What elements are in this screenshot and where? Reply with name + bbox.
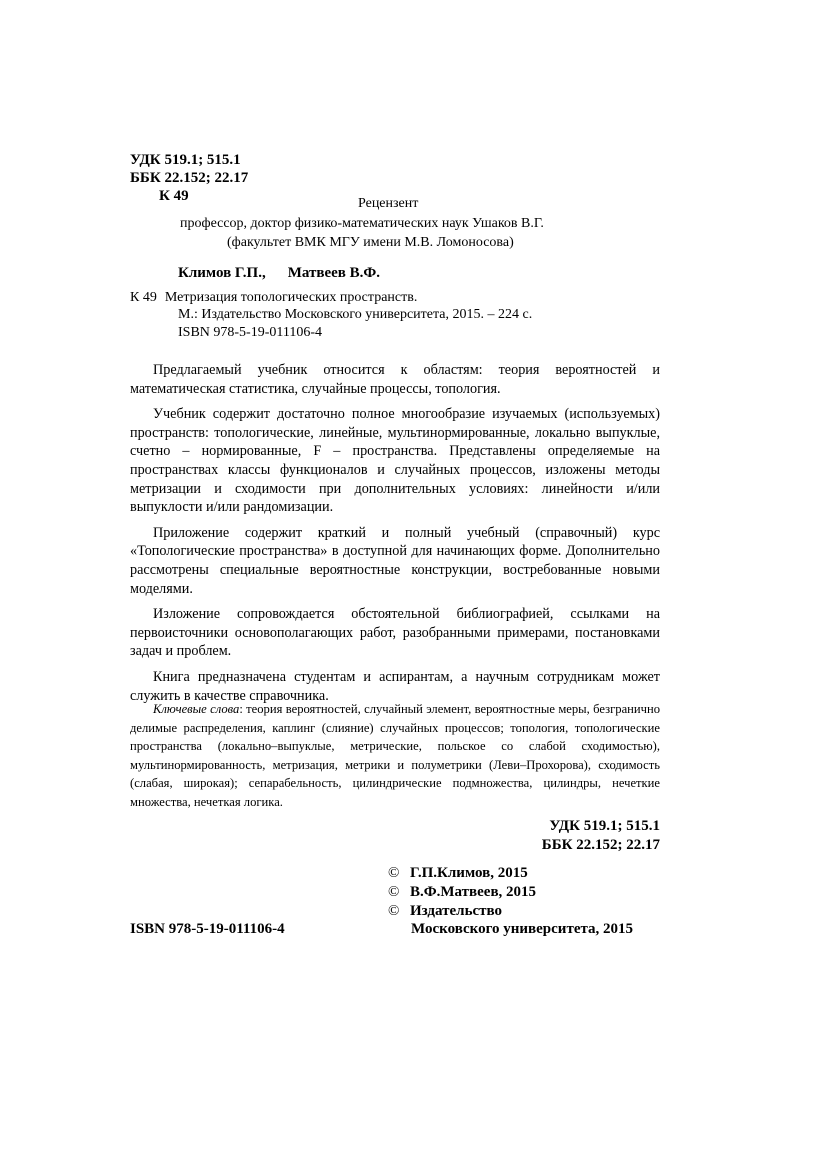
copyright-publisher-name: Московского университета, 2015 (411, 921, 634, 937)
keywords (130, 700, 660, 812)
author-mark: К 49 (159, 188, 189, 204)
copyright-icon: © (388, 903, 400, 919)
abstract-paragraph: Приложение содержит краткий и полный учебный (справочный) курс «Топологические пространства» в доступной для начинающих форме. Дополнительно рассмотрены специальные вероятностные конструкции, востребованные новыми моделями. (130, 524, 660, 597)
abstract (130, 361, 660, 712)
reviewer-heading: Рецензент (358, 196, 419, 211)
bib-code: К 49 (130, 290, 157, 305)
copyright-text: В.Ф.Матвеев, 2015 (410, 884, 537, 900)
abstract-paragraph: Учебник содержит достаточно полное многообразие изучаемых (используемых) пространств: топологические, линейные, мультинормированные, локально выпуклые, счетно – нормированные, F – пространства. Представлены определяемые на пространствах классы функционалов и случайных процессов, изложены методы метризации и сходимости при дополнительных условиях: линейности и/или выпуклости и/или рандомизации. (130, 406, 660, 516)
copyright-icon: © (388, 884, 400, 900)
reviewer-name: профессор, доктор физико-математических наук Ушаков В.Г. (180, 216, 544, 231)
copyright-klimov (388, 865, 528, 882)
copyright-icon: © (388, 865, 400, 881)
reviewer-affiliation: (факультет ВМК МГУ имени М.В. Ломоносова) (227, 235, 514, 250)
udk-code: УДК 519.1; 515.1 (130, 152, 241, 168)
keywords-label: Ключевые слова (153, 702, 240, 716)
authors (178, 265, 380, 282)
bib-title-line (130, 290, 417, 306)
abstract-paragraph: Книга предназначена студентам и аспирантам, а научным сотрудникам может служить в качестве справочника. (130, 668, 660, 704)
abstract-paragraph: Предлагаемый учебник относится к областям: теория вероятностей и математическая статистика, случайные процессы, топология. (130, 362, 660, 397)
copyright-text: Г.П.Климов, 2015 (410, 865, 528, 881)
footer-udk: УДК 519.1; 515.1 (549, 818, 660, 834)
bbk-code: ББК 22.152; 22.17 (130, 170, 249, 186)
book-title: Метризация топологических пространств. (164, 290, 418, 305)
keywords-text: : теория вероятностей, случайный элемент, вероятностные меры, безгранично делимые распределения, каплинг (слияние) случайных процессов; топология, топологические пространства (локально–выпуклые, метрические, польское со слабой сходимостью), мультинормированность, метризация, метрики и полуметрики (Леви–Прохорова), сходимость (слабая, широкая); сепарабельность, цилиндрические подмножества, цилиндры, нечеткие множества, нечеткая логика. (130, 702, 661, 809)
copyright-text: Издательство (410, 903, 503, 919)
footer-bbk: ББК 22.152; 22.17 (541, 837, 660, 853)
footer-isbn: ISBN 978-5-19-011106-4 (130, 921, 285, 937)
abstract-paragraph: Изложение сопровождается обстоятельной библиографией, ссылками на первоисточники основополагающих работ, разобранными примерами, постановками задач и проблем. (130, 606, 660, 660)
bib-isbn: ISBN 978-5-19-011106-4 (178, 325, 323, 340)
copyright-publisher (388, 903, 502, 920)
author-klimov: Климов Г.П., (178, 265, 266, 281)
author-matveev: Матвеев В.Ф. (287, 265, 380, 281)
publisher-line: М.: Издательство Московского университета, 2015. – 224 с. (178, 307, 533, 322)
copyright-matveev (388, 884, 536, 901)
